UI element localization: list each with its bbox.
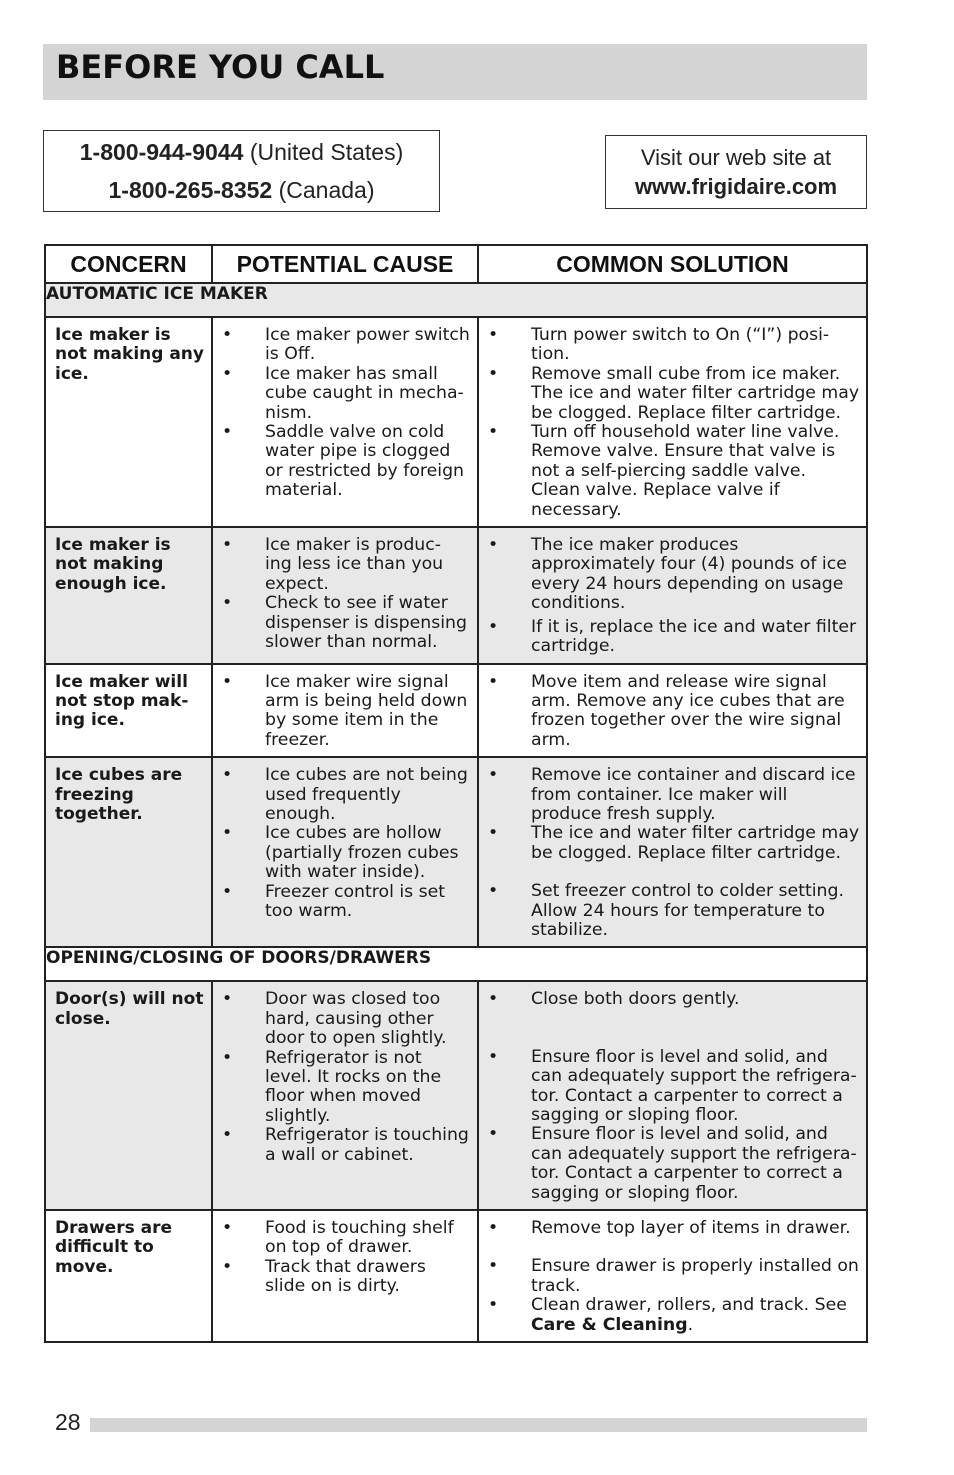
website-intro: Visit our web site at: [640, 145, 832, 170]
concern-cell: Drawers are difficult to move.: [45, 1210, 212, 1342]
solution-cell: [478, 1210, 867, 1342]
solution-cell: [478, 527, 867, 663]
solution-cell: [478, 317, 867, 527]
solution-item: [479, 1296, 860, 1335]
page-number: 28: [55, 1409, 81, 1435]
cause-item: • Check to see if water dispenser is dispensing slower than normal.: [213, 594, 471, 652]
cause-item: • Saddle valve on cold water pipe is clogged or restricted by foreign material.: [213, 423, 471, 501]
cause-item: • Refrigerator is touching a wall or cabinet.: [213, 1126, 471, 1165]
header-concern: CONCERN: [45, 245, 212, 283]
cause-cell: [212, 664, 478, 758]
concern-cell: Ice maker is not making any ice.: [45, 317, 212, 527]
cause-item: • Door was closed too hard, causing other door to open slightly.: [213, 990, 471, 1048]
cause-item: • Ice maker power switch is Off.: [213, 326, 471, 365]
cause-item: • Track that drawers slide on is dirty.: [213, 1258, 471, 1297]
website-url: www.frigidaire.com: [634, 174, 838, 199]
cause-item: • Ice maker is produc- ing less ice than you expect.: [213, 536, 471, 594]
solution-item: • Move item and release wire signal arm. Remove any ice cubes that are frozen together over the wire signal arm.: [479, 673, 860, 751]
solution-item: • Remove top layer of items in drawer.: [479, 1219, 860, 1238]
us-phone-line: [44, 139, 439, 166]
cause-cell: [212, 981, 478, 1210]
cause-item: • Refrigerator is not level. It rocks on the floor when moved slightly.: [213, 1049, 471, 1127]
solution-cell: [478, 981, 867, 1210]
care-cleaning-reference: Care & Cleaning: [531, 1314, 688, 1335]
cause-item: • Food is touching shelf on top of drawer.: [213, 1219, 471, 1258]
canada-phone-label: (Canada): [272, 177, 375, 203]
table-row: [45, 317, 867, 527]
solution-item: • Set freezer control to colder setting. Allow 24 hours for temperature to stabilize.: [479, 882, 860, 940]
solution-item: • Ensure floor is level and solid, and can adequately support the refrigera- tor. Contact a carpenter to correct a sagging or sloping floor.: [479, 1048, 860, 1126]
table-row: [45, 1210, 867, 1342]
solution-item: • The ice maker produces approximately four (4) pounds of ice every 24 hours depending on usage conditions.: [479, 536, 860, 614]
website-box: [605, 135, 867, 209]
solution-cell: [478, 757, 867, 947]
concern-cell: Ice cubes are freezing together.: [45, 757, 212, 947]
header-potential-cause: POTENTIAL CAUSE: [212, 245, 478, 283]
canada-phone-line: [44, 177, 439, 204]
solution-cell: [478, 664, 867, 758]
concern-cell: Ice maker will not stop mak- ing ice.: [45, 664, 212, 758]
footer-bar: [90, 1418, 867, 1432]
cause-cell: [212, 527, 478, 663]
solution-item: • The ice and water filter cartridge may be clogged. Replace filter cartridge.: [479, 824, 860, 863]
table-row: [45, 981, 867, 1210]
troubleshooting-table: [44, 244, 868, 1343]
solution-item: • Remove small cube from ice maker. The ice and water filter cartridge may be clogged. Replace filter cartridge.: [479, 365, 860, 423]
cause-item: • Ice cubes are not being used frequently enough.: [213, 766, 471, 824]
solution-item: • Close both doors gently.: [479, 990, 860, 1009]
cause-cell: [212, 317, 478, 527]
table-row: [45, 527, 867, 663]
canada-phone-number: 1-800-265-8352: [108, 177, 273, 203]
cause-cell: [212, 757, 478, 947]
us-phone-label: (United States): [243, 139, 404, 165]
table-row: [45, 757, 867, 947]
solution-item: • Turn power switch to On (“I”) posi- tion.: [479, 326, 860, 365]
solution-text-end: .: [687, 1314, 694, 1335]
table-row: [45, 664, 867, 758]
header-common-solution: COMMON SOLUTION: [478, 245, 867, 283]
phone-numbers-box: [43, 130, 440, 212]
solution-item: • Remove ice container and discard ice from container. Ice maker will produce fresh supply.: [479, 766, 860, 824]
us-phone-number: 1-800-944-9044: [79, 139, 244, 165]
cause-cell: [212, 1210, 478, 1342]
section-title: AUTOMATIC ICE MAKER: [45, 283, 867, 317]
page-title: BEFORE YOU CALL: [56, 48, 385, 86]
concern-cell: Door(s) will not close.: [45, 981, 212, 1210]
cause-item: • Ice maker wire signal arm is being held down by some item in the freezer.: [213, 673, 471, 751]
solution-item: • If it is, replace the ice and water filter cartridge.: [479, 618, 860, 657]
solution-item: • Turn off household water line valve. Remove valve. Ensure that valve is not a self-piercing saddle valve. Clean valve. Replace valve if necessary.: [479, 423, 860, 520]
table-header-row: [45, 245, 867, 283]
cause-item: • Freezer control is set too warm.: [213, 883, 471, 922]
solution-text: Clean drawer, rollers, and track. See: [531, 1295, 847, 1316]
section-title: OPENING/CLOSING OF DOORS/DRAWERS: [45, 947, 867, 981]
title-bar: [43, 44, 867, 100]
section-header-doors-drawers: [45, 947, 867, 981]
cause-item: • Ice maker has small cube caught in mecha- nism.: [213, 365, 471, 423]
section-header-ice-maker: [45, 283, 867, 317]
concern-cell: Ice maker is not making enough ice.: [45, 527, 212, 663]
solution-item: • Ensure floor is level and solid, and can adequately support the refrigera- tor. Contact a carpenter to correct a sagging or sloping floor.: [479, 1125, 860, 1203]
solution-item: • Ensure drawer is properly installed on track.: [479, 1257, 860, 1296]
cause-item: • Ice cubes are hollow (partially frozen cubes with water inside).: [213, 824, 471, 882]
